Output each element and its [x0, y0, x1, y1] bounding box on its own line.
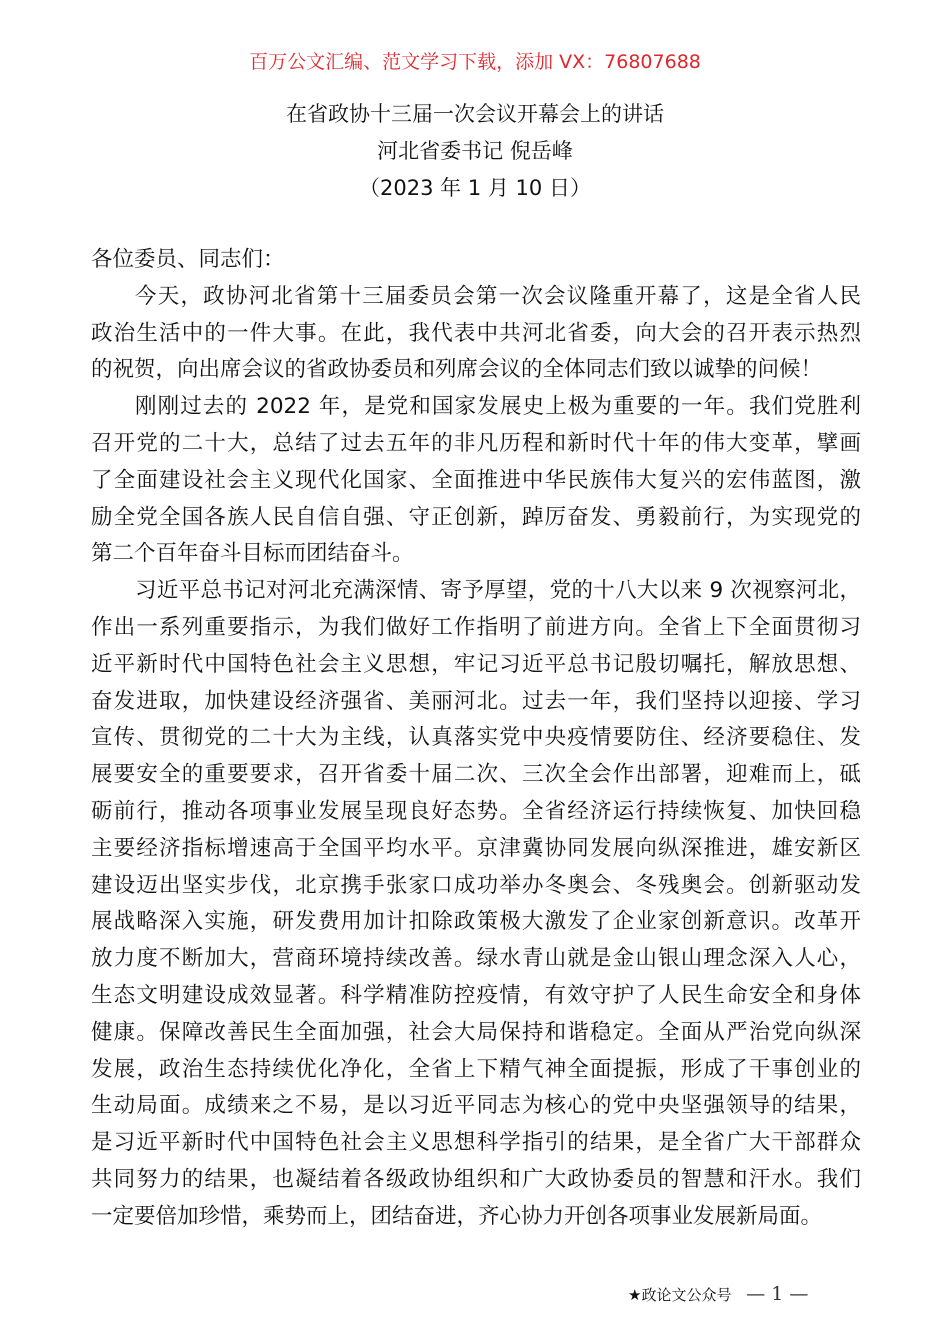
footer-source: ★政论文公众号 — [628, 1286, 732, 1304]
page-number: — 1 — — [746, 1283, 809, 1305]
paragraph-line: 放力度不断加大，营商环境持续改善。绿水青山就是金山银山理念深入人心， — [91, 946, 861, 972]
paragraph-line: 建设迈出坚实步伐，北京携手张家口成功举办冬奥会、冬残奥会。创新驱动发 — [91, 872, 861, 898]
paragraph-line: 生态文明建设成效显著。科学精准防控疫情，有效守护了人民生命安全和身体 — [91, 982, 861, 1008]
paragraph-line: 习近平总书记对河北充满深情、寄予厚望，党的十八大以来 9 次视察河北， — [135, 578, 861, 604]
salutation: 各位委员、同志们： — [91, 247, 285, 272]
document-author: 河北省委书记 倪岳峰 — [377, 139, 573, 163]
paragraph-line: 励全党全国各族人民自信自强、守正创新，踔厉奋发、勇毅前行，为实现党的 — [91, 504, 861, 530]
paragraph-line: 展要安全的重要要求，召开省委十届二次、三次全会作出部署，迎难而上，砥 — [91, 762, 861, 788]
page-footer — [628, 1283, 808, 1305]
paragraph-line: 宣传、贯彻党的二十大为主线，认真落实党中央疫情要防住、经济要稳住、发 — [91, 725, 861, 751]
paragraph-line: 奋发进取，加快建设经济强省、美丽河北。过去一年，我们坚持以迎接、学习 — [91, 688, 861, 714]
paragraph-line: 政治生活中的一件大事。在此，我代表中共河北省委，向大会的召开表示热烈 — [91, 320, 861, 346]
paragraph-line: 展战略深入实施，研发费用加计扣除政策极大激发了企业家创新意识。改革开 — [91, 909, 861, 935]
paragraph-line: 一定要倍加珍惜，乘势而上，团结奋进，齐心协力开创各项事业发展新局面。 — [91, 1203, 823, 1229]
paragraph-line: 的祝贺，向出席会议的省政协委员和列席会议的全体同志们致以诚挚的问候！ — [91, 357, 823, 383]
paragraph-line: 发展，政治生态持续优化净化，全省上下精气神全面提振，形成了干事创业的 — [91, 1056, 861, 1082]
paragraph-line: 作出一系列重要指示，为我们做好工作指明了前进方向。全省上下全面贯彻习 — [91, 614, 861, 640]
paragraph-line: 刚刚过去的 2022 年，是党和国家发展史上极为重要的一年。我们党胜利 — [135, 394, 861, 420]
document-body — [91, 242, 861, 1236]
paragraph-line: 今天，政协河北省第十三届委员会第一次会议隆重开幕了，这是全省人民 — [135, 283, 861, 309]
paragraph-line: 是习近平新时代中国特色社会主义思想科学指引的结果，是全省广大干部群众 — [91, 1130, 861, 1156]
paragraph-line: 召开党的二十大，总结了过去五年的非凡历程和新时代十年的伟大变革，擘画 — [91, 430, 861, 456]
paragraph-line: 砺前行，推动各项事业发展呈现良好态势。全省经济运行持续恢复、加快回稳 — [91, 798, 861, 824]
document-date: （2023 年 1 月 10 日） — [359, 176, 591, 200]
paragraph-line: 健康。保障改善民生全面加强，社会大局保持和谐稳定。全面从严治党向纵深 — [91, 1019, 861, 1045]
paragraph-line: 主要经济指标增速高于全国平均水平。京津冀协同发展向纵深推进，雄安新区 — [91, 835, 861, 861]
paragraph-line: 生动局面。成绩来之不易，是以习近平同志为核心的党中央坚强领导的结果， — [91, 1093, 861, 1119]
paragraph-line: 了全面建设社会主义现代化国家、全面推进中华民族伟大复兴的宏伟蓝图，激 — [91, 467, 861, 493]
paragraph-line: 共同努力的结果，也凝结着各级政协组织和广大政协委员的智慧和汗水。我们 — [91, 1166, 861, 1192]
paragraph-line: 第二个百年奋斗目标而团结奋斗。 — [91, 541, 414, 567]
document-title: 在省政协十三届一次会议开幕会上的讲话 — [286, 102, 664, 126]
paragraph-line: 近平新时代中国特色社会主义思想，牢记习近平总书记殷切嘱托，解放思想、 — [91, 651, 861, 677]
header-banner: 百万公文汇编、范文学习下载，添加 VX：76807688 — [249, 51, 701, 73]
